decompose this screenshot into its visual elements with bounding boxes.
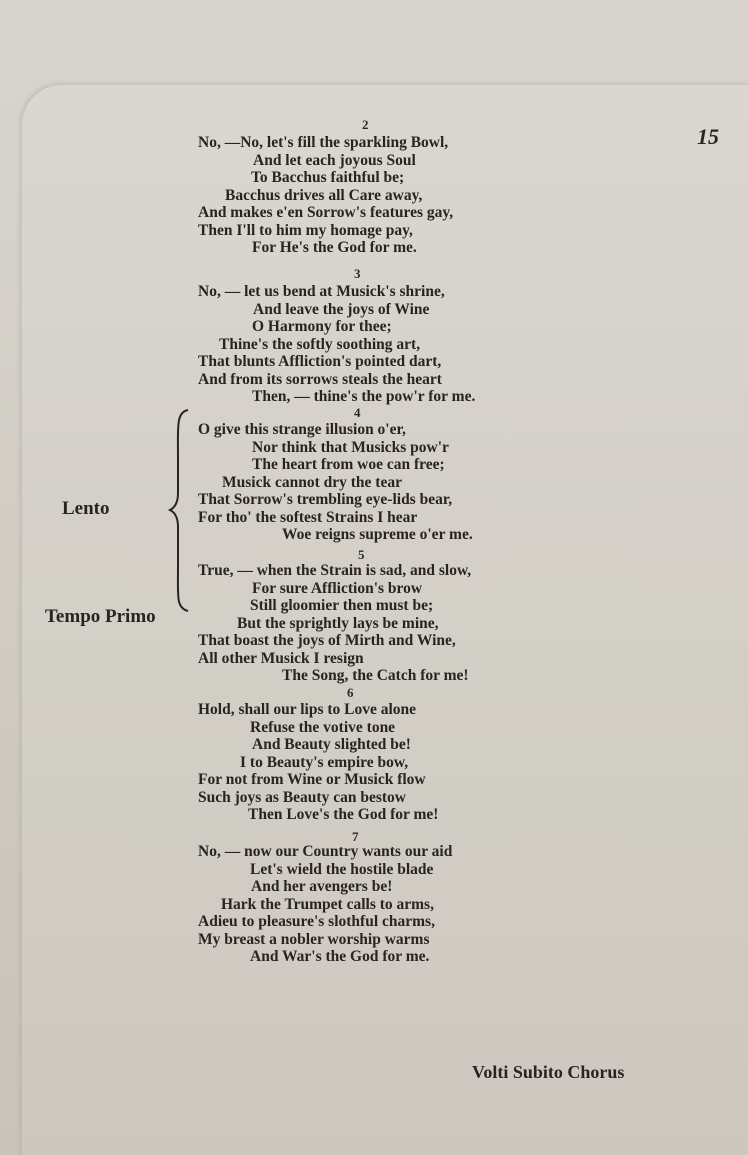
- verse-line: Such joys as Beauty can bestow: [198, 788, 406, 806]
- verse-line: Then Love's the God for me!: [248, 806, 439, 823]
- verse-line: Adieu to pleasure's slothful charms,: [198, 913, 435, 930]
- verse-line: And War's the God for me.: [250, 948, 430, 965]
- verse-line: Nor think that Musicks pow'r: [252, 438, 449, 456]
- verse-line: Let's wield the hostile blade: [250, 860, 434, 878]
- tempo-lento: Lento: [62, 498, 110, 519]
- verse-line: But the sprightly lays be mine,: [237, 614, 439, 632]
- verse-line: To Bacchus faithful be;: [251, 169, 405, 186]
- verse-line: O give this strange illusion o'er,: [198, 421, 406, 438]
- verse-line: And let each joyous Soul: [253, 151, 416, 169]
- verse-line: No, — let us bend at Musick's shrine,: [198, 283, 445, 300]
- verse-line: That Sorrow's trembling eye-lids bear,: [198, 491, 453, 508]
- page-number: 15: [697, 124, 719, 149]
- verse-number: 3: [354, 266, 361, 281]
- verse-line: No, — now our Country wants our aid: [198, 843, 453, 860]
- verse-line: Hold, shall our lips to Love alone: [198, 701, 417, 718]
- verse-number: 2: [362, 117, 369, 132]
- verse-line: That boast the joys of Mirth and Wine,: [198, 632, 456, 649]
- verse-line: Refuse the votive tone: [250, 718, 396, 736]
- verse-line: I to Beauty's empire bow,: [240, 753, 409, 771]
- verse-line: Woe reigns supreme o'er me.: [282, 526, 473, 543]
- verse-line: The Song, the Catch for me!: [282, 667, 469, 684]
- verse-line: And from its sorrows steals the heart: [198, 370, 442, 388]
- verse-line: And makes e'en Sorrow's features gay,: [198, 204, 454, 221]
- tempo-primo: Tempo Primo: [45, 606, 156, 627]
- verse-line: For He's the God for me.: [252, 239, 417, 256]
- verse-line: For tho' the softest Strains I hear: [198, 508, 418, 526]
- verse-line: O Harmony for thee;: [252, 318, 392, 335]
- verse-number: 5: [358, 547, 365, 562]
- verse-line: That blunts Affliction's pointed dart,: [198, 353, 442, 370]
- verse-number: 4: [354, 405, 361, 420]
- verse-line: And her avengers be!: [251, 878, 393, 895]
- verse-number: 7: [352, 829, 359, 844]
- verse-line: Then I'll to him my homage pay,: [198, 221, 413, 239]
- verse-line: For not from Wine or Musick flow: [198, 771, 426, 788]
- verse-line: And Beauty slighted be!: [252, 736, 411, 753]
- verse-line: No, —No, let's fill the sparkling Bowl,: [198, 134, 449, 151]
- brace-icon: [168, 408, 192, 613]
- verse-line: And leave the joys of Wine: [253, 300, 430, 318]
- verse-line: Musick cannot dry the tear: [222, 473, 402, 491]
- verse-line: Thine's the softly soothing art,: [219, 335, 421, 353]
- verse-number: 6: [347, 685, 354, 700]
- verse-line: My breast a nobler worship warms: [198, 930, 430, 948]
- verse-line: The heart from woe can free;: [252, 456, 445, 473]
- verse-line: Bacchus drives all Care away,: [225, 186, 423, 204]
- footer-direction: Volti Subito Chorus: [472, 1062, 625, 1082]
- verse-line: Still gloomier then must be;: [250, 597, 434, 614]
- verse-line: Then, — thine's the pow'r for me.: [252, 388, 476, 405]
- verse-line: Hark the Trumpet calls to arms,: [221, 895, 434, 913]
- verse-line: All other Musick I resign: [198, 649, 364, 667]
- verse-line: True, — when the Strain is sad, and slow,: [198, 562, 472, 579]
- verse-line: For sure Affliction's brow: [252, 579, 423, 597]
